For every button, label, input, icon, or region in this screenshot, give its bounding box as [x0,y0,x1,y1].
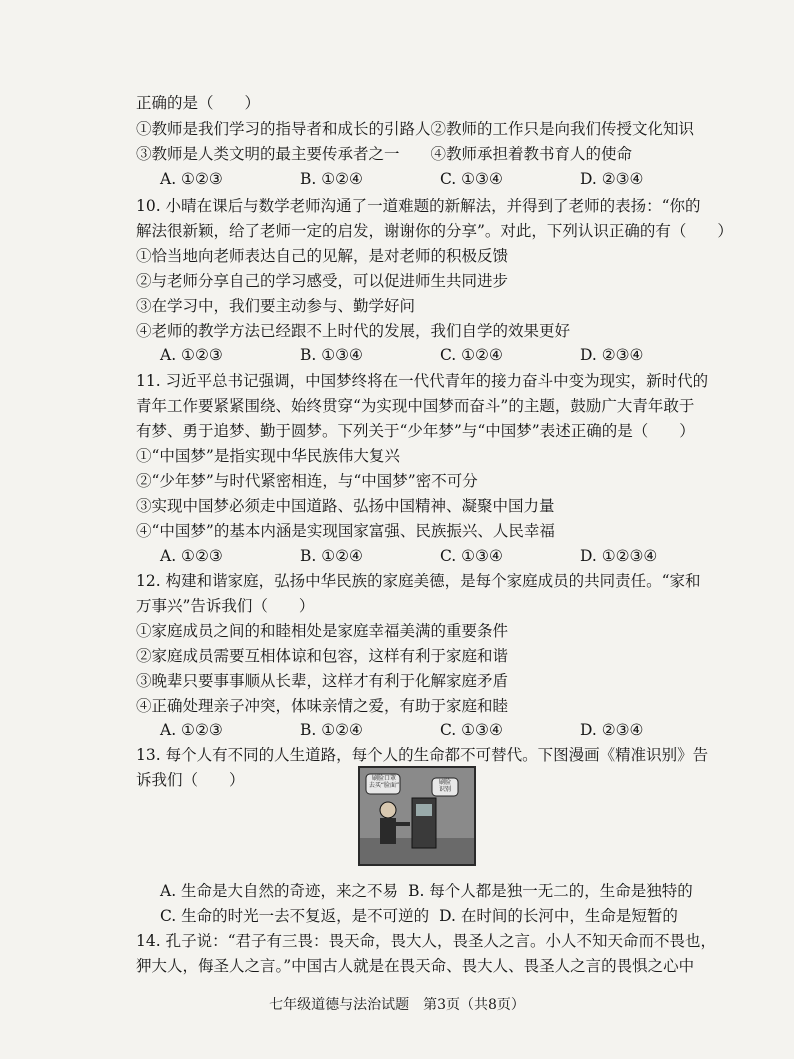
q9-stem-end: 正确的是（ ） [136,94,261,112]
q13-option-a: A. 生命是大自然的奇迹，来之不易 [160,882,399,900]
q10-option-d: D. ②③④ [580,346,644,364]
q9-option-a: A. ①②③ [160,170,223,188]
comic-image [358,766,476,866]
q10-option-b: B. ①③④ [300,346,363,364]
q11-stem-3: 有梦、勇于追梦、勤于圆梦。下列关于“少年梦”与“中国梦”表述正确的是（ ） [136,422,695,440]
q12-option-a: A. ①②③ [160,721,223,739]
q12-stem-1: 12. 构建和谐家庭，弘扬中华民族的家庭美德，是每个家庭成员的共同责任。“家和 [136,572,701,590]
q11-option-c: C. ①③④ [440,547,503,565]
q13-option-d: D. 在时间的长河中，生命是短暂的 [439,907,678,925]
q10-statement-4: ④老师的教学方法已经跟不上时代的发展，我们自学的效果更好 [136,322,571,340]
q11-option-b: B. ①②④ [300,547,363,565]
q11-option-d: D. ①②③④ [580,547,658,565]
q11-statement-1: ①“中国梦”是指实现中华民族伟大复兴 [136,447,400,465]
q12-option-d: D. ②③④ [580,721,644,739]
q10-statement-3: ③在学习中，我们要主动参与、勤学好问 [136,297,416,315]
q9-statement-3-4: ③教师是人类文明的最主要传承者之一 ④教师承担着教书育人的使命 [136,145,633,163]
q12-statement-4: ④正确处理亲子冲突，体味亲情之爱，有助于家庭和睦 [136,697,509,715]
q10-options [160,344,720,367]
q10-stem-1: 10. 小晴在课后与数学老师沟通了一道难题的新解法，并得到了老师的表扬：“你的 [136,197,701,215]
q12-option-c: C. ①③④ [440,721,503,739]
q12-options [160,719,720,742]
q12-stem-2: 万事兴”告诉我们（ ） [136,597,315,615]
q12-statement-3: ③晚辈只要事事顺从长辈，这样才有利于化解家庭矛盾 [136,672,509,690]
q10-statement-1: ①恰当地向老师表达自己的见解，是对老师的积极反馈 [136,247,509,265]
q10-statement-2: ②与老师分享自己的学习感受，可以促进师生共同进步 [136,272,509,290]
page-footer: 七年级道德与法治试题 第3页（共8页） [269,997,525,1013]
q10-option-a: A. ①②③ [160,346,223,364]
comic-caption-right: 刷脸 识别 [438,779,451,793]
q14-stem-1: 14. 孔子说：“君子有三畏：畏天命，畏大人，畏圣人之言。小人不知天命而不畏也， [136,932,717,950]
q14-stem-2: 狎大人，侮圣人之言。”中国古人就是在畏天命、畏大人、畏圣人之言的畏惧之心中 [136,957,695,975]
q10-stem-2: 解法很新颖，给了老师一定的启发，谢谢你的分享”。对此，下列认识正确的有（ ） [136,222,733,240]
q11-stem-2: 青年工作要紧紧围绕、始终贯穿“为实现中国梦而奋斗”的主题，鼓励广大青年敢于 [136,397,695,415]
q11-stem-1: 11. 习近平总书记强调，中国梦终将在一代代青年的接力奋斗中变为现实，新时代的 [136,372,709,390]
q9-options [160,168,720,191]
q13-option-c: C. 生命的时光一去不复返，是不可逆的 [160,907,430,925]
q13-option-b: B. 每个人都是独一无二的，生命是独特的 [408,882,693,900]
q9-statement-1-2: ①教师是我们学习的指导者和成长的引路人②教师的工作只是向我们传授文化知识 [136,120,695,138]
q12-option-b: B. ①②④ [300,721,363,739]
q12-statement-2: ②家庭成员需要互相体谅和包容，这样有利于家庭和谐 [136,647,509,665]
q13-stem-1: 13. 每个人有不同的人生道路，每个人的生命都不可替代。下图漫画《精准识别》告 [136,746,709,764]
q11-option-a: A. ①②③ [160,547,223,565]
q11-options [160,545,720,568]
q12-statement-1: ①家庭成员之间的和睦相处是家庭幸福美满的重要条件 [136,622,509,640]
q11-statement-3: ③实现中国梦必须走中国道路、弘扬中国精神、凝聚中国力量 [136,497,555,515]
comic-caption-left: 刷脸口罩 去买“脸面” [368,775,400,789]
q9-option-d: D. ②③④ [580,170,644,188]
q11-statement-2: ②“少年梦”与时代紧密相连，与“中国梦”密不可分 [136,472,478,490]
q9-option-b: B. ①②④ [300,170,363,188]
q11-statement-4: ④“中国梦”的基本内涵是实现国家富强、民族振兴、人民幸福 [136,522,555,540]
q9-option-c: C. ①③④ [440,170,503,188]
q13-options-row-1 [160,880,740,903]
q10-option-c: C. ①②④ [440,346,503,364]
q13-stem-2: 诉我们（ ） [136,771,245,789]
q13-options-row-2 [160,905,740,928]
